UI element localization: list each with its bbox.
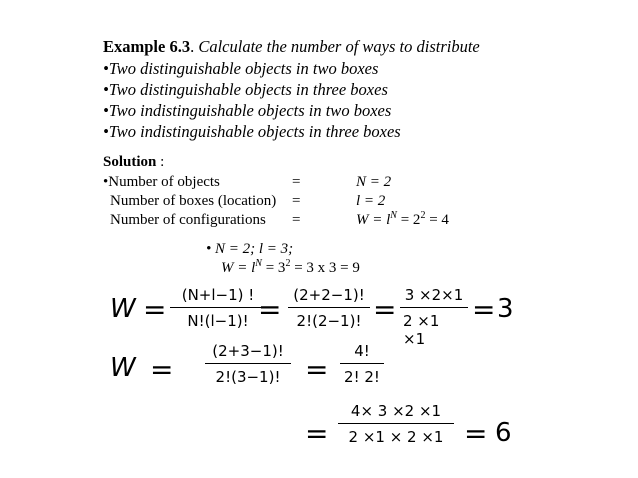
formula2-equals: = — [305, 417, 329, 450]
fraction-denominator: 2 ×1 ×1 — [403, 312, 440, 348]
formula1-equals: = — [472, 293, 496, 326]
fraction-numerator: 3 ×2×1 — [404, 286, 464, 304]
solution-label: Solution — [103, 154, 157, 170]
formula1-fraction-expanded — [400, 286, 468, 348]
row-label: •Number of objects — [103, 174, 220, 190]
case2-pre: W = l — [221, 260, 256, 276]
formula2-equals: = — [464, 417, 488, 450]
formula2-fraction-substituted — [205, 342, 291, 386]
row-equals: = — [292, 174, 301, 190]
formula1-equals: = — [143, 293, 167, 326]
formula2-equals: = — [305, 353, 329, 386]
case2-sup: N — [255, 258, 262, 269]
bullet-item: •Two indistinguishable objects in three boxes — [103, 122, 401, 141]
row-label: Number of configurations — [110, 212, 266, 228]
formula1-result: 3 — [497, 294, 514, 324]
fraction-numerator: 4× 3 ×2 ×1 — [350, 402, 442, 420]
value-mid: = 2 — [396, 212, 421, 228]
formula1-fraction-substituted — [288, 286, 370, 330]
formula2-equals: = — [150, 353, 174, 386]
solution-heading — [103, 153, 164, 171]
formula1-equals: = — [373, 293, 397, 326]
formula2-fraction-expanded — [338, 402, 454, 446]
formula2-fraction-factorial — [340, 342, 384, 386]
value-pre: W = l — [356, 212, 391, 228]
case2-mid: = 3 — [261, 260, 286, 276]
formula1-equals: = — [258, 293, 282, 326]
formula1-fraction-general — [170, 286, 266, 330]
fraction-denominator: 2 ×1 × 2 ×1 — [348, 428, 444, 446]
solution-colon: : — [156, 154, 165, 170]
example-line — [103, 37, 480, 57]
formula2-result: 6 — [495, 418, 512, 448]
example-sep: . — [190, 37, 199, 56]
value-sup2: 2 — [420, 210, 426, 221]
fraction-numerator: (2+2−1)! — [293, 286, 365, 304]
case2-post: = 3 x 3 = 9 — [290, 260, 360, 276]
fraction-denominator: 2!(2−1)! — [296, 312, 362, 330]
value-post: = 4 — [425, 212, 449, 228]
row-value: N = 2 — [356, 174, 392, 190]
row-label: Number of boxes (location) — [110, 193, 277, 209]
fraction-numerator: (N+l−1) ! — [181, 286, 255, 304]
row-equals: = — [292, 193, 301, 209]
formula1-lhs: W — [110, 294, 136, 324]
row-value: l = 2 — [356, 193, 386, 209]
case2-sup2: 2 — [285, 258, 291, 269]
bullet-item: •Two distinguishable objects in three boxes — [103, 80, 388, 99]
value-sup: N — [390, 210, 397, 221]
case2-line2 — [221, 259, 360, 277]
row-value — [356, 211, 449, 229]
fraction-numerator: 4! — [354, 342, 370, 360]
fraction-denominator: 2!(3−1)! — [215, 368, 281, 386]
case2-line1: • N = 2; l = 3; — [206, 241, 294, 257]
bullet-item: •Two indistinguishable objects in two boxes — [103, 101, 392, 120]
fraction-denominator: 2! 2! — [344, 368, 380, 386]
row-equals: = — [292, 212, 301, 228]
bullet-item: •Two distinguishable objects in two boxes — [103, 59, 379, 78]
example-prompt: Calculate the number of ways to distribute — [198, 37, 480, 56]
fraction-numerator: (2+3−1)! — [212, 342, 284, 360]
example-label: Example 6.3 — [103, 37, 191, 56]
formula2-lhs: W — [110, 353, 136, 383]
fraction-denominator: N!(l−1)! — [187, 312, 249, 330]
